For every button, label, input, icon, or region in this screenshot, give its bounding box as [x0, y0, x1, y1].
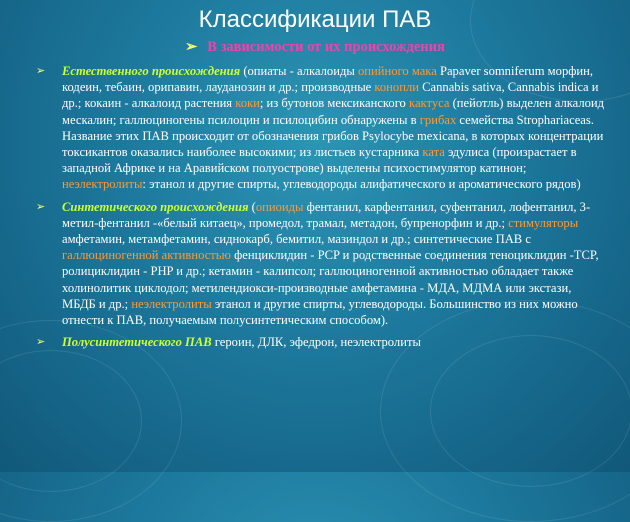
- arrow-bullet-icon: ➢: [185, 39, 198, 55]
- slide-content: [36, 63, 608, 356]
- highlight-term: коки: [235, 96, 260, 111]
- paragraph-text: героин, ДЛК, эфедрон, неэлектролиты: [211, 335, 421, 350]
- arrow-bullet-icon: ➢: [36, 65, 46, 77]
- paragraph-text: (: [248, 199, 256, 214]
- paragraph-text: Papaver somniferum морфин, кодеин, тебаин, орипавин, лауданозин и др.; производные: [62, 64, 594, 95]
- subtitle-text: В зависимости от их происхождения: [207, 39, 445, 55]
- highlight-term: опиоиды: [255, 199, 304, 214]
- paragraph-lead: Естественного происхождения: [62, 64, 241, 78]
- paragraph-text: ; из бутонов мексиканского: [259, 96, 410, 111]
- arrow-bullet-icon: ➢: [36, 336, 46, 349]
- paragraph-lead: Синтетического происхождения: [62, 199, 249, 214]
- paragraph-text: семейства Strophariaceas. Название этих ПАВ происходит от обозначения грибов Psylocybe mexicana, в которых концентрации токсикантов оказались наиболее высокими; из листьев кустарника: [62, 112, 604, 160]
- paragraph-text: фенциклидин - PCP и родственные соединения теноциклидин -TCP, ролициклидин - PHP и др.; кетамин - калипсол; галлюциногенной активностью обладает также холинолитик циклодол; метилендиокси-производные амфетамина - МДА, МДМА или экстази, МБДБ и др.;: [62, 248, 599, 311]
- highlight-term: кактуса: [409, 96, 450, 111]
- paragraph-lead: Полусинтетического ПАВ: [62, 335, 212, 350]
- highlight-term: неэлектролиты: [62, 177, 143, 192]
- paragraph-natural: [36, 63, 608, 193]
- highlight-term: грибах: [419, 112, 457, 127]
- paragraph-text: Cannabis sativa, Cannabis indica и др.; кокаин - алкалоид растения: [62, 80, 599, 111]
- highlight-term: конопли: [374, 80, 419, 95]
- paragraph-text: этанол и другие спирты, углеводороды. Большинство из них можно отнести к ПАВ, получаемым полусинтетическим способом).: [62, 296, 578, 328]
- highlight-term: опийного мака: [357, 64, 437, 78]
- arrow-bullet-icon: ➢: [36, 200, 46, 213]
- highlight-term: ката: [422, 145, 445, 160]
- highlight-term: неэлектролиты: [131, 296, 212, 311]
- paragraph-text: (опиаты - алкалоиды: [240, 64, 358, 78]
- highlight-term: стимуляторы: [508, 215, 579, 230]
- highlight-term: галлюциногенной активностью: [62, 248, 231, 263]
- paragraph-text: эдулиса (произрастает в западной Африке и на Аравийском полуострове) выделены психостимулятор катинон;: [62, 145, 577, 176]
- paragraph-text: фентанил, карфентанил, суфентанил, лофентанил, 3-метил-фентанил -«белый китаец», промедол, трамал, метадон, бупренорфин и др.;: [62, 199, 591, 230]
- paragraph-text: амфетамин, метамфетамин, сиднокарб, бемитил, мазиндол и др.; синтетические ПАВ с: [62, 232, 531, 247]
- slide-subtitle: [0, 39, 630, 56]
- slide-title: Классификации ПАВ: [198, 6, 432, 33]
- paragraph-text: : этанол и другие спирты, углеводороды алифатического и ароматического рядов): [142, 177, 581, 192]
- paragraph-text: (пейотль) выделен алкалоид мескалин; галлюциногены псилоцин и псилоцибин обнаружены в: [62, 96, 605, 127]
- paragraph-semisynthetic: [36, 334, 608, 350]
- paragraph-synthetic: [36, 199, 608, 329]
